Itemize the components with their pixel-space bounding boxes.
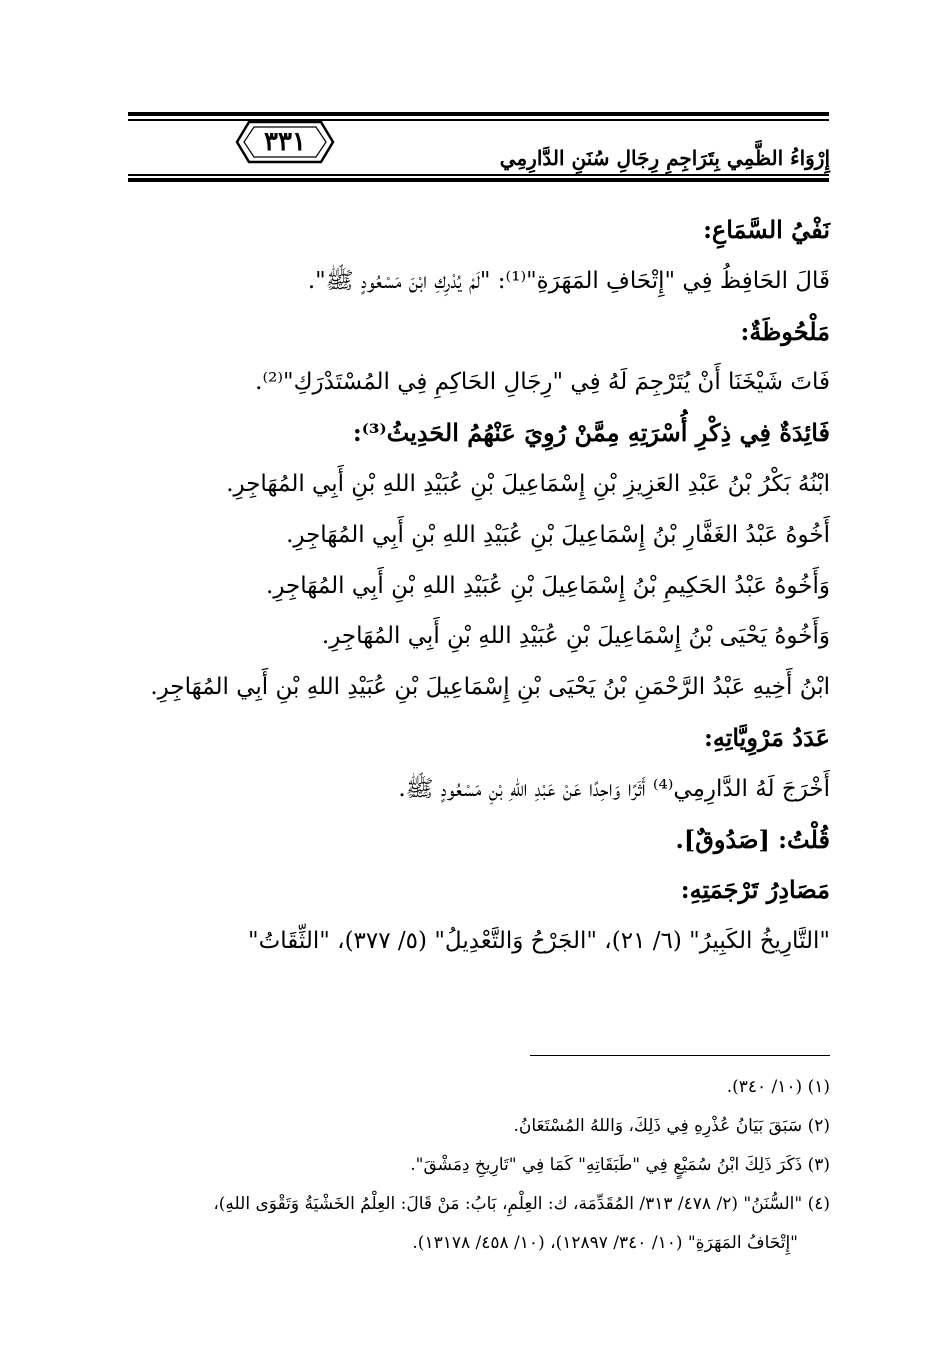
body-line: فَاتَ شَيْخَنَا أَنْ يُتَرْجِمَ لَهُ فِي "رِجَالِ الحَاكِمِ فِي المُسْتَدْرَكِ"⁽²⁾. <box>255 369 830 396</box>
section-heading: مَلْحُوظَةٌ: <box>740 316 830 346</box>
header-rule-bottom-thin <box>128 174 829 176</box>
footnote-line: (١) (١٠/ ٣٤٠). <box>726 1077 830 1097</box>
body-text <box>110 205 830 967</box>
body-line: ابْنُهُ بَكْرُ بْنُ عَبْدِ العَزِيزِ بْنِ إِسْمَاعِيلَ بْنِ عُبَيْدِ اللهِ بْنِ أَبِي المُهَاجِرِ. <box>226 470 830 497</box>
header-rule-top-thin <box>128 119 829 121</box>
body-line: أَخُوهُ عَبْدُ الغَفَّارِ بْنُ إِسْمَاعِيلَ بْنِ عُبَيْدِ اللهِ بْنِ أَبِي المُهَاجِرِ. <box>286 521 830 548</box>
footnote-line: "إِتْحَافُ المَهَرَةِ" (١٠/ ٣٤٠/ ١٢٨٩٧)، (١٠/ ٤٥٨/ ١٣١٧٨). <box>412 1233 798 1253</box>
running-title: إِرْوَاءُ الظَّمِي بِتَرَاجِمِ رِجَالِ سُنَنِ الدَّارِمِي <box>499 146 830 170</box>
footnote-separator <box>530 1055 830 1056</box>
body-line: وَأَخُوهُ عَبْدُ الحَكِيمِ بْنُ إِسْمَاعِيلَ بْنِ عُبَيْدِ اللهِ بْنِ أَبِي المُهَاجِرِ. <box>266 572 830 599</box>
footnote-line: (٤) "السُّنَنُ" (٢/ ٤٧٨/ ٣١٣/ المُقَدِّمَة، ك: العِلْمِ، بَابُ: مَنْ قَالَ: العِلْمُ الخَشْيَةُ وَتَقْوَى اللهِ)، <box>213 1194 830 1214</box>
page-number-badge <box>235 120 335 164</box>
section-heading: قُلْتُ: [صَدُوقٌ]. <box>675 824 830 854</box>
body-line: قَالَ الحَافِظُ فِي "إِتْحَافِ المَهَرَةِ"⁽¹⁾: "لَمْ يُدْرِكِ ابْنَ مَسْعُودٍ ﷺ". <box>307 267 830 294</box>
body-line: ابْنُ أَخِيهِ عَبْدُ الرَّحْمَنِ بْنُ يَحْيَى بْنِ إِسْمَاعِيلَ بْنِ عُبَيْدِ اللهِ بْنِ أَبِي المُهَاجِرِ. <box>150 674 830 701</box>
footnotes <box>110 1068 830 1263</box>
footnote-line: (٣) ذَكَرَ ذَلِكَ ابْنُ سُمَيْعٍ فِي "طَبَقَاتِهِ" كَمَا فِي "تَارِيخِ دِمَشْقَ". <box>410 1155 830 1175</box>
body-line: أَخْرَجَ لَهُ الدَّارِمِي⁽⁴⁾ أَثَرًا وَاحِدًا عَنْ عَبْدِ اللهِ بْنِ مَسْعُودٍ ﷺ. <box>398 775 830 802</box>
section-heading: نَفْيُ السَّمَاعِ: <box>703 215 830 244</box>
section-heading: فَائِدَةٌ فِي ذِكْرِ أُسْرَتِهِ مِمَّنْ رُوِيَ عَنْهُمُ الحَدِيثُ⁽³⁾: <box>352 418 830 448</box>
section-heading: مَصَادِرُ تَرْجَمَتِهِ: <box>680 875 830 905</box>
footnote-line: (٢) سَبَقَ بَيَانُ عُذْرِهِ فِي ذَلِكَ، وَاللهُ المُسْتَعَانُ. <box>513 1116 830 1136</box>
section-heading: عَدَدُ مَرْوِيَّاتِهِ: <box>703 722 830 752</box>
header-rule-bottom <box>128 178 829 182</box>
page-number: ٣٣١ <box>264 127 306 157</box>
body-line: "التَّارِيخُ الكَبِيرُ" (٦/ ٢١)، "الجَرْحُ وَالتَّعْدِيلُ" (٥/ ٣٧٧)، "الثِّقَاتُ" <box>248 928 830 955</box>
header-rule-top <box>128 112 829 116</box>
body-line: وَأَخُوهُ يَحْيَى بْنُ إِسْمَاعِيلَ بْنِ عُبَيْدِ اللهِ بْنِ أَبِي المُهَاجِرِ. <box>321 623 830 650</box>
